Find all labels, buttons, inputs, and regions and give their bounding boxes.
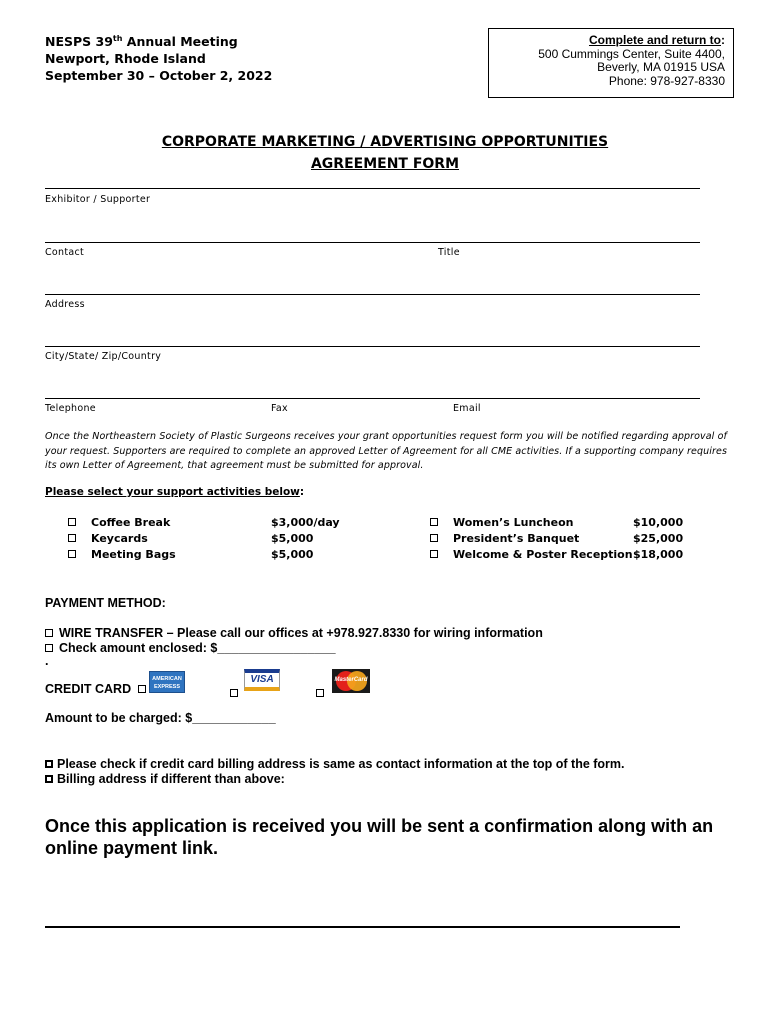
activity-welcome-reception[interactable]: Welcome & Poster Reception xyxy=(430,547,633,563)
telephone-input-line[interactable] xyxy=(45,398,700,399)
return-address-line1: 500 Cummings Center, Suite 4400, xyxy=(538,46,725,61)
fax-label: Fax xyxy=(271,403,288,414)
contact-label: Contact xyxy=(45,247,85,258)
signature-line[interactable] xyxy=(45,926,680,928)
billing-same-option[interactable]: Please check if credit card billing address is same as contact information at the top of the form. xyxy=(45,757,625,771)
form-title-line2: AGREEMENT FORM xyxy=(310,156,460,172)
meeting-title: NESPS 39th Annual Meeting xyxy=(45,34,238,50)
amex-checkbox-icon[interactable] xyxy=(138,685,146,693)
activity-keycards[interactable]: Keycards xyxy=(68,531,176,547)
contact-input-line[interactable] xyxy=(45,242,700,243)
checkbox-icon[interactable] xyxy=(45,760,53,768)
activity-meeting-bags[interactable]: Meeting Bags xyxy=(68,547,176,563)
mastercard-card-icon: MasterCard xyxy=(332,669,370,693)
checkbox-icon[interactable] xyxy=(430,534,438,542)
activities-left-list xyxy=(68,515,176,563)
price-keycards: $5,000 xyxy=(271,532,314,545)
activity-coffee-break[interactable]: Coffee Break xyxy=(68,515,176,531)
stray-dot: . xyxy=(45,654,49,668)
price-meeting-bags: $5,000 xyxy=(271,548,314,561)
address-input-line[interactable] xyxy=(45,294,700,295)
approval-notice: Once the Northeastern Society of Plastic Surgeons receives your grant opportunities request form you will be notified regarding approval of your request. Supporters are required to complete an approved Letter of Agreement for all CME activities. If a supporting company requires its own Letter of Agreement, that agreement must be submitted for approval. xyxy=(45,431,727,471)
wire-transfer-option[interactable]: WIRE TRANSFER – Please call our offices at +978.927.8330 for wiring information xyxy=(45,626,543,640)
check-option[interactable]: Check amount enclosed: $_________________ xyxy=(45,641,336,655)
checkbox-icon[interactable] xyxy=(316,689,324,697)
activities-right-prices xyxy=(633,515,683,563)
payment-method-heading: PAYMENT METHOD: xyxy=(45,596,166,610)
billing-different-option[interactable]: Billing address if different than above: xyxy=(45,772,285,786)
support-activities-heading: Please select your support activities below: xyxy=(45,486,305,498)
activities-right-list xyxy=(430,515,633,563)
price-coffee-break: $3,000/day xyxy=(271,516,340,529)
activity-womens-luncheon[interactable]: Women’s Luncheon xyxy=(430,515,633,531)
activity-presidents-banquet[interactable]: President’s Banquet xyxy=(430,531,633,547)
meeting-header xyxy=(45,30,272,84)
credit-card-label: CREDIT CARD xyxy=(45,682,152,696)
return-address-box xyxy=(488,28,734,98)
checkbox-icon[interactable] xyxy=(430,518,438,526)
activities-left-prices xyxy=(271,515,340,563)
checkbox-icon[interactable] xyxy=(68,550,76,558)
amex-card-icon: AMERICAN EXPRESS xyxy=(149,671,185,693)
amount-to-be-charged[interactable]: Amount to be charged: $____________ xyxy=(45,711,276,725)
meeting-location: Newport, Rhode Island xyxy=(45,51,206,67)
price-womens-luncheon: $10,000 xyxy=(633,516,684,529)
checkbox-icon[interactable] xyxy=(430,550,438,558)
confirmation-note: Once this application is received you will be sent a confirmation along with an online payment link. xyxy=(45,816,714,858)
checkbox-icon[interactable] xyxy=(45,629,53,637)
checkbox-icon[interactable] xyxy=(45,644,53,652)
checkbox-icon[interactable] xyxy=(45,775,53,783)
checkbox-icon[interactable] xyxy=(230,689,238,697)
visa-card-icon: VISA xyxy=(244,669,280,691)
checkbox-icon[interactable] xyxy=(68,534,76,542)
meeting-dates: September 30 – October 2, 2022 xyxy=(45,68,273,84)
title-label: Title xyxy=(438,247,460,258)
price-welcome-reception: $18,000 xyxy=(633,548,684,561)
exhibitor-label: Exhibitor / Supporter xyxy=(45,194,151,205)
telephone-label: Telephone xyxy=(45,403,96,414)
city-label: City/State/ Zip/Country xyxy=(45,351,162,362)
return-heading: Complete and return to: xyxy=(588,33,725,47)
visa-checkbox[interactable] xyxy=(230,684,244,702)
form-title-line1: CORPORATE MARKETING / ADVERTISING OPPORTUNITIES xyxy=(161,134,609,150)
email-label: Email xyxy=(453,403,481,414)
city-input-line[interactable] xyxy=(45,346,700,347)
checkbox-icon[interactable] xyxy=(68,518,76,526)
price-presidents-banquet: $25,000 xyxy=(633,532,684,545)
return-phone: Phone: 978-927-8330 xyxy=(608,73,725,88)
exhibitor-input-line[interactable] xyxy=(45,188,700,189)
address-label: Address xyxy=(45,299,85,310)
return-address-line2: Beverly, MA 01915 USA xyxy=(597,60,725,74)
mastercard-checkbox[interactable] xyxy=(316,684,330,702)
